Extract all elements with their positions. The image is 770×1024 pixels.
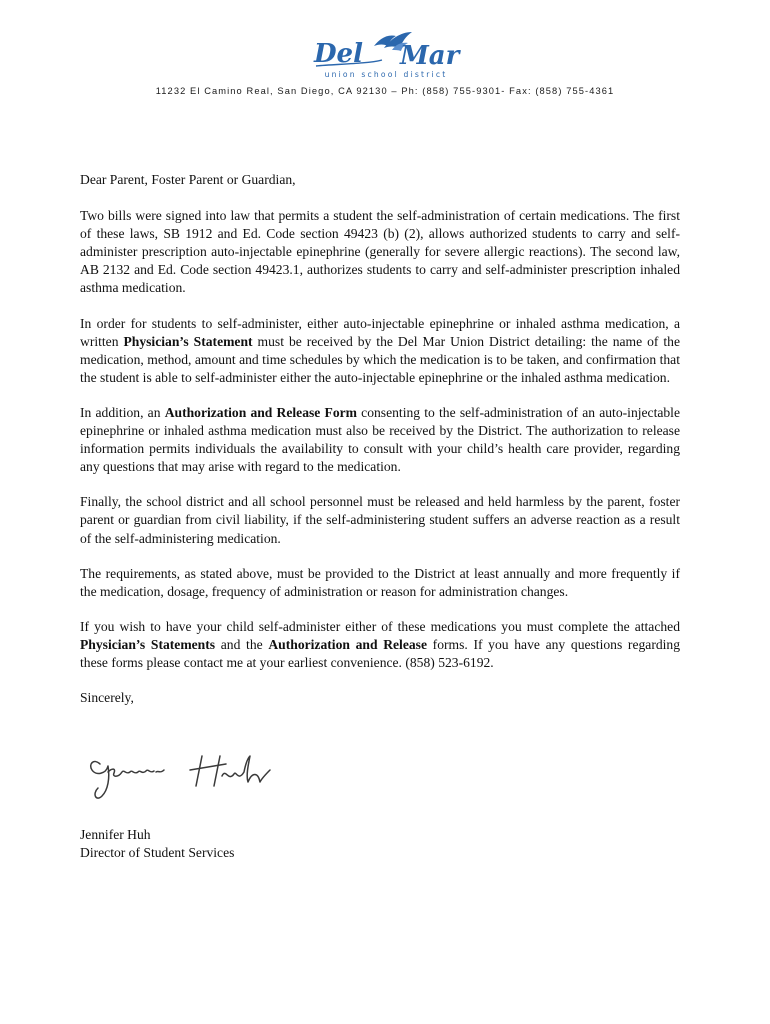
signer-name: Jennifer Huh bbox=[80, 827, 151, 842]
signer-block bbox=[80, 826, 234, 863]
letter-body bbox=[80, 171, 680, 724]
district-name: union school district bbox=[324, 70, 448, 79]
p2-bold-physician-statement: Physician’s Statement bbox=[123, 333, 253, 349]
p6-text-before: If you wish to have your child self-administer either of these medications you must complete the attached bbox=[80, 618, 680, 634]
paragraph-liability: Finally, the school district and all school personnel must be released and held harmless by the parent, foster parent or guardian from civil liability, if the self-administering student suffers an adverse reaction as a result of the self-administering medication. bbox=[80, 494, 680, 546]
paragraph-requirements: The requirements, as stated above, must be provided to the District at least annually and more frequently if the medication, dosage, frequency of administration or reason for administration changes. bbox=[80, 565, 680, 599]
signer-title: Director of Student Services bbox=[80, 845, 235, 861]
closing: Sincerely, bbox=[80, 690, 134, 706]
p3-text-after: consenting to the self-administration of an auto-injectable epinephrine or inhaled asthma medication must also be received by the District. The authorization to release information permits individuals the availability to consult with your child’s health care provider, regarding any questions that may arise with regard to the medication. bbox=[80, 404, 680, 475]
paragraph-forms bbox=[80, 618, 680, 672]
p3-bold-authorization-form: Authorization and Release Form bbox=[164, 404, 357, 420]
p6-bold-authorization-release: Authorization and Release bbox=[268, 636, 427, 652]
p6-text-after: forms. If you have any questions regarding these forms please contact me at your earliest convenience. (858) 523-6192. bbox=[80, 636, 681, 670]
p2-text-before: In order for students to self-administer, either auto-injectable epinephrine or inhaled asthma medication, a written bbox=[80, 315, 680, 349]
p6-bold-physician-statements: Physician’s Statements bbox=[80, 636, 216, 652]
paragraph-laws: Two bills were signed into law that permits a student the self-administration of certain medications. The first of these laws, SB 1912 and Ed. Code section 49423 (b) (2), allows authorized students to carry and self-administer prescription auto-injectable epinephrine (generally for severe allergic reactions). The second law, AB 2132 and Ed. Code section 49423.1, authorizes students to carry and self-administer prescription inhaled asthma medication. bbox=[80, 208, 680, 296]
greeting: Dear Parent, Foster Parent or Guardian, bbox=[80, 172, 296, 187]
signature-graphic bbox=[86, 748, 276, 808]
p2-text-after: must be received by the Del Mar Union District detailing: the name of the medication, method, amount and time schedules by which the medication is to be taken, and confirmation that the student is able to self-administer either the auto-injectable epinephrine or the inhaled asthma medication. bbox=[80, 333, 681, 385]
logo-text-right: Mar bbox=[400, 41, 460, 71]
paragraph-authorization-form bbox=[80, 404, 680, 476]
logo-graphic bbox=[296, 24, 476, 74]
paragraph-physician-statement bbox=[80, 315, 680, 387]
handwritten-signature bbox=[86, 748, 276, 808]
logo-text-left: Del bbox=[314, 39, 363, 69]
p3-text-before: In addition, an bbox=[80, 404, 165, 420]
district-address: 11232 El Camino Real, San Diego, CA 92130 – Ph: (858) 755-9301- Fax: (858) 755-4361 bbox=[155, 86, 615, 96]
p6-text-middle: and the bbox=[215, 636, 269, 652]
